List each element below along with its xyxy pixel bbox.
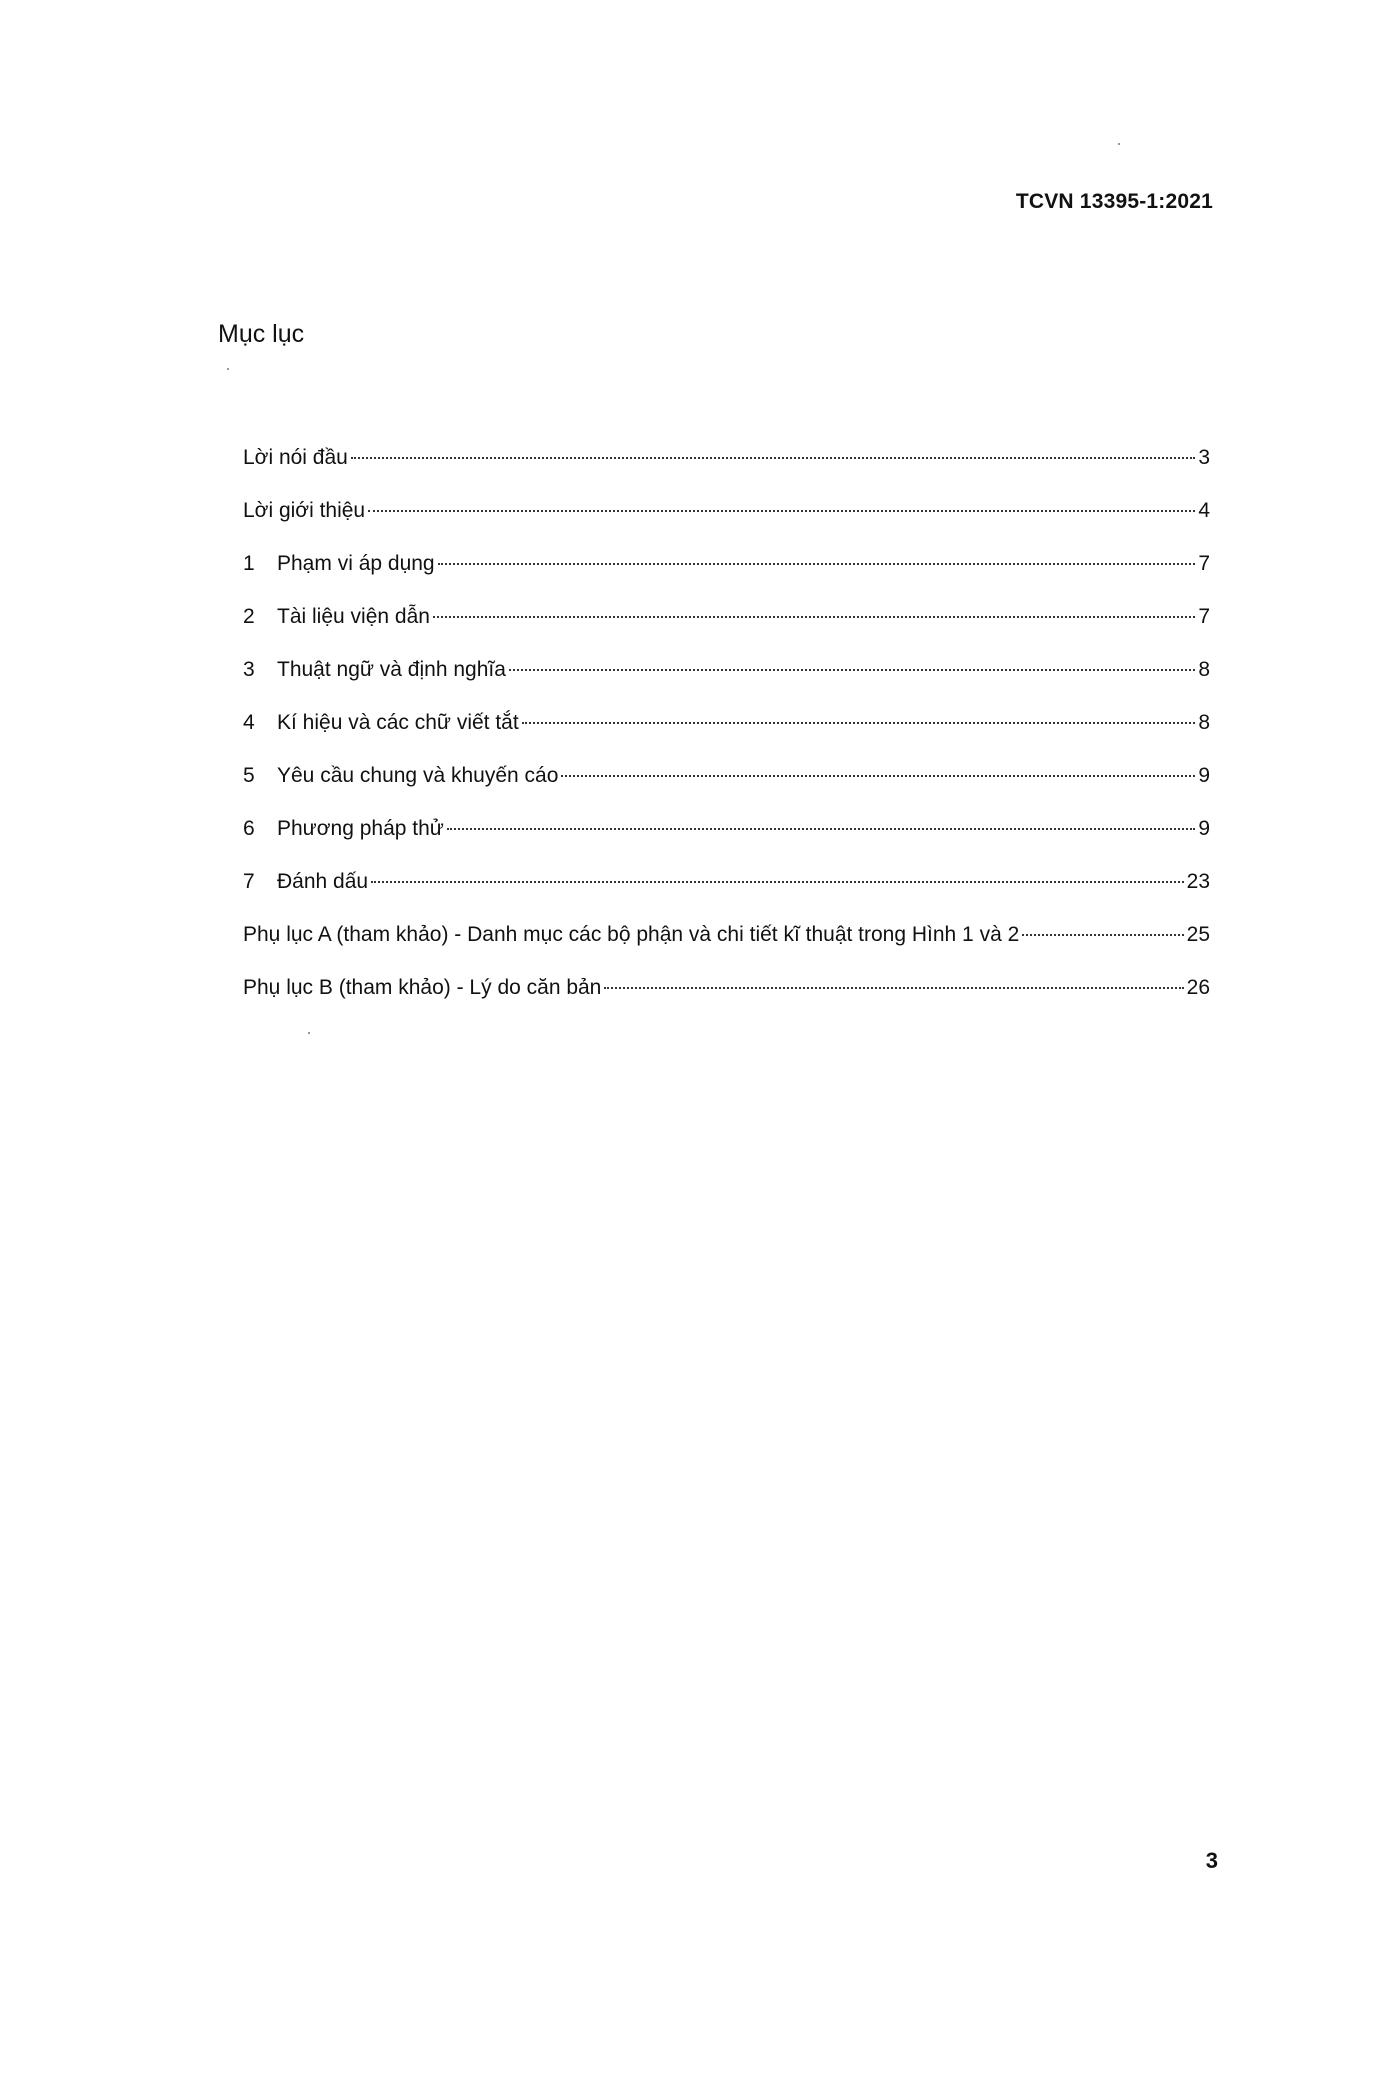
toc-entry-title: Phụ lục B (tham khảo) - Lý do căn bản [243, 976, 602, 999]
toc-entry-page: 8 [1198, 711, 1210, 734]
toc-entry-page: 23 [1186, 870, 1210, 893]
toc-entry-title: Lời nói đầu [243, 446, 348, 469]
toc-entry-annex-a[interactable] [243, 921, 1210, 974]
toc-entry-page: 4 [1198, 499, 1210, 522]
toc-dot-leader [522, 722, 1196, 724]
toc-entry-title: Kí hiệu và các chữ viết tắt [277, 711, 519, 734]
scan-speck [308, 1032, 310, 1034]
toc-heading: Mục lục [218, 320, 305, 348]
toc-entry-number: 2 [243, 605, 255, 628]
toc-entry-introduction[interactable] [243, 497, 1210, 550]
toc-entry-section-1[interactable] [243, 550, 1210, 603]
toc-dot-leader [561, 775, 1195, 777]
toc-entry-section-2[interactable] [243, 603, 1210, 656]
toc-entry-page: 9 [1198, 817, 1210, 840]
toc-entry-section-7[interactable] [243, 868, 1210, 921]
toc-entry-number: 3 [243, 658, 255, 681]
toc-entry-section-3[interactable] [243, 656, 1210, 709]
toc-entry-section-4[interactable] [243, 709, 1210, 762]
toc-entry-section-5[interactable] [243, 762, 1210, 815]
toc-entry-number: 4 [243, 711, 255, 734]
document-code: TCVN 13395-1:2021 [1015, 190, 1213, 213]
toc-entry-annex-b[interactable] [243, 974, 1210, 1027]
toc-entry-page: 7 [1198, 605, 1210, 628]
toc-dot-leader [433, 616, 1195, 618]
toc-entry-title: Tài liệu viện dẫn [277, 605, 430, 628]
toc-entry-page: 25 [1186, 923, 1210, 946]
toc-dot-leader [447, 828, 1195, 830]
toc-entry-page: 9 [1198, 764, 1210, 787]
toc-dot-leader [1022, 934, 1183, 936]
toc-entry-page: 8 [1198, 658, 1210, 681]
toc-entry-number: 6 [243, 817, 255, 840]
toc-dot-leader [368, 510, 1195, 512]
toc-list [243, 444, 1210, 1027]
toc-entry-number: 1 [243, 552, 255, 575]
toc-dot-leader [371, 881, 1184, 883]
toc-entry-page: 26 [1186, 976, 1210, 999]
toc-entry-page: 7 [1198, 552, 1210, 575]
toc-entry-title: Đánh dấu [277, 870, 369, 893]
scan-speck [227, 368, 229, 370]
toc-entry-number: 7 [243, 870, 255, 893]
toc-entry-foreword[interactable] [243, 444, 1210, 497]
toc-dot-leader [604, 987, 1183, 989]
scan-speck [1118, 143, 1120, 145]
toc-entry-title: Thuật ngữ và định nghĩa [277, 658, 506, 681]
toc-entry-title: Lời giới thiệu [243, 499, 366, 522]
toc-entry-title: Phương pháp thử [277, 817, 444, 840]
toc-entry-title: Phụ lục A (tham khảo) - Danh mục các bộ phận và chi tiết kĩ thuật trong Hình 1 và 2 [243, 923, 1020, 946]
toc-entry-page: 3 [1198, 446, 1210, 469]
toc-dot-leader [509, 669, 1195, 671]
toc-entry-number: 5 [243, 764, 255, 787]
toc-dot-leader [438, 563, 1196, 565]
toc-entry-title: Phạm vi áp dụng [277, 552, 435, 575]
toc-dot-leader [351, 457, 1195, 459]
toc-entry-title: Yêu cầu chung và khuyến cáo [277, 764, 559, 787]
toc-entry-section-6[interactable] [243, 815, 1210, 868]
page-number: 3 [1205, 1848, 1218, 1873]
